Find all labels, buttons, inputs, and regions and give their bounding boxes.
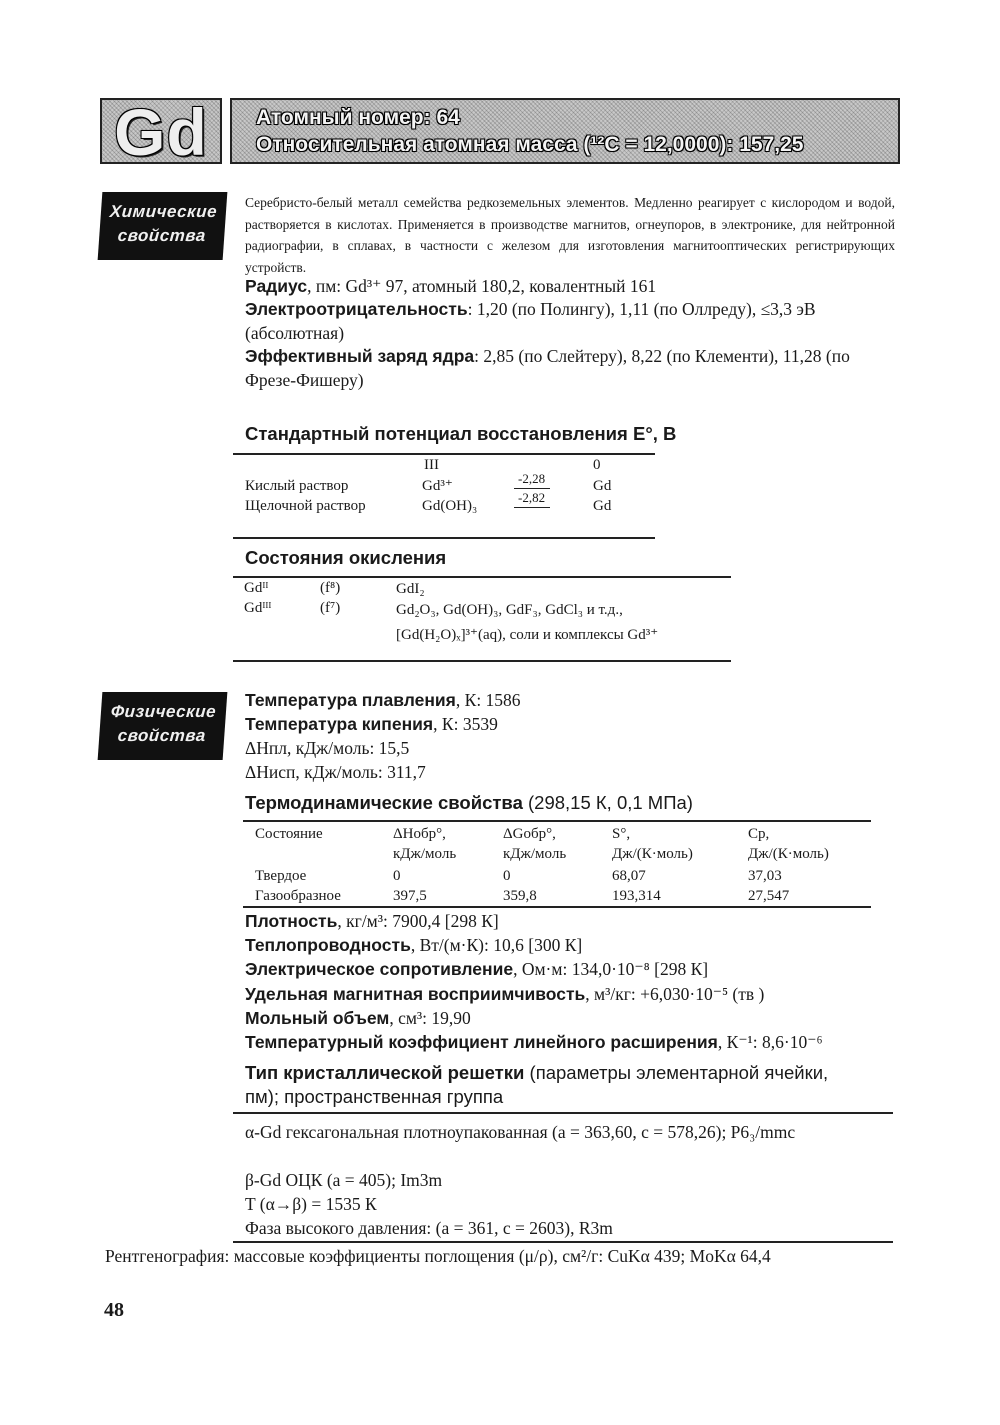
arrow-line xyxy=(514,507,550,508)
divider xyxy=(233,660,731,662)
property-value: , Вт/(м·К): 10,6 [300 К] xyxy=(410,935,583,955)
melting-point-line xyxy=(245,689,897,713)
reduction-potential-title: Стандартный потенциал восстановления E°, В xyxy=(245,423,677,444)
thermo-header: S°, xyxy=(612,826,631,842)
lattice-subtitle: (параметры элементарной ячейки, пм); пространственная группа xyxy=(245,1062,829,1107)
page-number: 48 xyxy=(104,1299,124,1321)
chemical-properties-tag: Химические свойства xyxy=(98,192,228,260)
melting-point-label: Температура плавления xyxy=(245,690,456,710)
thermo-cell: 0 xyxy=(393,868,401,884)
thermo-header: ΔGобр°, xyxy=(503,826,556,842)
lattice-transition: T (α→β) = 1535 К xyxy=(245,1194,377,1214)
thermo-header: ΔHобр°, xyxy=(393,826,446,842)
lattice-beta: β-Gd ОЦК (a = 405); Im3m xyxy=(245,1170,443,1190)
element-header-box xyxy=(230,98,900,164)
property-label: Мольный объем xyxy=(245,1008,390,1028)
boiling-point-label: Температура кипения xyxy=(245,714,434,734)
property-line xyxy=(245,1031,897,1055)
electronegativity-label: Электроотрицательность xyxy=(245,299,468,319)
radius-line xyxy=(245,275,897,299)
element-symbol-box xyxy=(100,95,222,169)
oxidation-state: Gdᴵᴵᴵ xyxy=(244,600,272,616)
property-value: , м³/кг: +6,030·10⁻⁵ (тв ) xyxy=(585,984,765,1004)
property-label: Плотность xyxy=(245,911,338,931)
electron-config: (f⁸) xyxy=(320,580,341,596)
thermo-cell: 397,5 xyxy=(393,888,427,904)
oxidation-compounds: GdI₂ xyxy=(396,581,425,597)
electron-config: (f⁷) xyxy=(320,600,341,616)
property-line xyxy=(245,910,897,934)
reduction-col-0: 0 xyxy=(593,457,601,473)
thermo-header: Состояние xyxy=(255,826,323,842)
reduction-medium: Кислый раствор xyxy=(245,478,349,494)
property-line xyxy=(245,983,897,1007)
radius-label: Радиус xyxy=(245,276,308,296)
thermo-cell: 0 xyxy=(503,868,511,884)
thermo-title-line xyxy=(245,792,693,814)
element-description: Серебристо-белый металл семейства редкоземельных элементов. Медленно реагирует с кислородом и водой, растворяется в кислотах. Применяется в производстве магнитов, огнеупоров, в электронике, для нейтронной радиографии, в сплавах, в частности с железом для изготовления магнитооптических регистрирующих устройств. xyxy=(245,195,895,275)
divider xyxy=(243,906,871,908)
effective-charge-line xyxy=(245,345,897,392)
reduction-product: Gd xyxy=(593,478,612,494)
property-line xyxy=(245,934,897,958)
property-label: Электрическое сопротивление xyxy=(245,959,514,979)
thermo-unit: кДж/моль xyxy=(393,846,457,862)
divider xyxy=(233,576,731,578)
property-value: , Ом·м: 134,0·10⁻⁸ [298 К] xyxy=(513,959,709,979)
thermo-cell: 37,03 xyxy=(748,868,782,884)
thermo-unit: кДж/моль xyxy=(503,846,567,862)
divider xyxy=(233,1112,893,1114)
melting-point-value: , К: 1586 xyxy=(455,690,521,710)
oxidation-states-title: Состояния окисления xyxy=(245,547,447,568)
effective-charge-value: : 2,85 (по Слейтеру), 8,22 (по Клементи), 11,28 (по Фрезе-Фишеру) xyxy=(245,346,850,390)
oxidation-state: Gdᴵᴵ xyxy=(244,580,269,596)
thermo-cell: 68,07 xyxy=(612,868,646,884)
divider xyxy=(233,453,655,455)
thermo-cell: 27,547 xyxy=(748,888,790,904)
reduction-col-iii: III xyxy=(424,457,439,473)
reduction-species: Gd³⁺ xyxy=(422,478,453,494)
divider xyxy=(233,1241,893,1243)
physical-properties-tag: Физические свойства xyxy=(98,692,228,760)
vaporization-enthalpy: ΔHисп, кДж/моль: 311,7 xyxy=(245,762,426,782)
reduction-species: Gd(OH)₃ xyxy=(422,498,478,514)
lattice-title: Тип кристаллической решетки xyxy=(245,1062,525,1083)
property-label: Удельная магнитная восприимчивость xyxy=(245,984,586,1004)
element-symbol: Gd xyxy=(114,95,208,169)
lattice-heading xyxy=(245,1061,865,1109)
thermo-unit: Дж/(К·моль) xyxy=(748,846,829,862)
property-line xyxy=(245,1007,897,1031)
xray-line: Рентгенография: массовые коэффициенты поглощения (μ/ρ), см²/г: CuKα 439; MoKα 64,4 xyxy=(105,1246,771,1266)
atomic-mass: Относительная атомная масса (¹²С = 12,0000): 157,25 xyxy=(256,133,804,156)
radius-value: , пм: Gd³⁺ 97, атомный 180,2, ковалентный 161 xyxy=(307,276,657,296)
property-line xyxy=(245,958,897,982)
oxidation-extra: [Gd(H₂O)ₓ]³⁺(aq), соли и комплексы Gd³⁺ xyxy=(396,627,659,643)
effective-charge-label: Эффективный заряд ядра xyxy=(245,346,475,366)
boiling-point-line xyxy=(245,713,897,737)
property-value: , К⁻¹: 8,6·10⁻⁶ xyxy=(717,1032,823,1052)
lattice-alpha: α-Gd гексагональная плотноупакованная (a = 363,60, c = 578,26); P6₃/mmc xyxy=(245,1122,796,1142)
thermo-cell: Газообразное xyxy=(255,888,341,904)
electronegativity-value: : 1,20 (по Полингу), 1,11 (по Оллреду), ≤3,3 эВ (абсолютная) xyxy=(245,299,816,343)
boiling-point-value: , К: 3539 xyxy=(433,714,498,734)
oxidation-compounds: Gd₂O₃, Gd(OH)₃, GdF₃, GdCl₃ и т.д., xyxy=(396,602,623,618)
atomic-number: Атомный номер: 64 xyxy=(256,106,460,129)
property-label: Теплопроводность xyxy=(245,935,411,955)
arrow-line xyxy=(514,488,550,489)
electronegativity-line xyxy=(245,298,897,345)
thermo-unit: Дж/(К·моль) xyxy=(612,846,693,862)
lattice-high-pressure: Фаза высокого давления: (a = 361, c = 2603), R3m xyxy=(245,1218,613,1238)
thermo-cell: 359,8 xyxy=(503,888,537,904)
thermo-conditions: (298,15 К, 0,1 МПа) xyxy=(522,792,693,813)
reduction-product: Gd xyxy=(593,498,612,514)
property-value: , кг/м³: 7900,4 [298 К] xyxy=(337,911,499,931)
property-value: , см³: 19,90 xyxy=(389,1008,471,1028)
fusion-enthalpy: ΔHпл, кДж/моль: 15,5 xyxy=(245,738,410,758)
reduction-potential-value: -2,28 xyxy=(518,471,546,486)
reduction-potential-value: -2,82 xyxy=(518,490,546,505)
property-label: Температурный коэффициент линейного расширения xyxy=(245,1032,718,1052)
thermo-title: Термодинамические свойства xyxy=(245,792,523,813)
divider xyxy=(243,820,871,822)
thermo-cell: Твердое xyxy=(255,868,307,884)
thermo-header: Cp, xyxy=(748,826,770,842)
thermo-cell: 193,314 xyxy=(612,888,661,904)
divider xyxy=(233,537,655,539)
reduction-medium: Щелочной раствор xyxy=(245,498,366,514)
